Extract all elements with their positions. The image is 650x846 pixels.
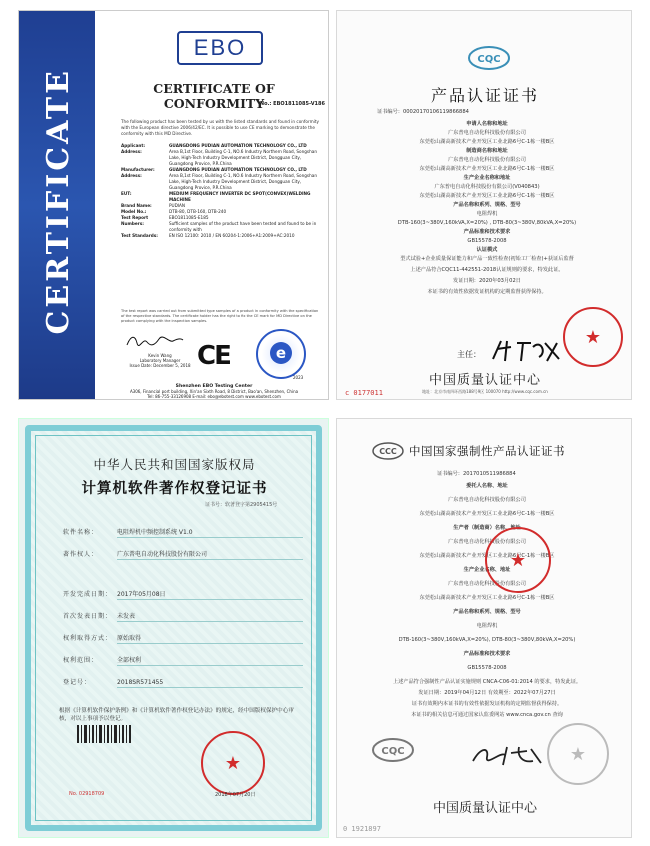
signer-name: Kevin Wang: [148, 353, 172, 358]
ccc-logo-icon: [371, 441, 405, 461]
field-label: Applicant:: [121, 143, 146, 148]
director-label: 主任：: [457, 350, 481, 359]
copyright-field-row: [63, 613, 303, 622]
cqc-line: 发证日期：2020年03月02日: [453, 278, 521, 284]
ccc-line: 证书有效期内本证书的有效性依据发证机构的定期监督获得保持。: [411, 701, 563, 707]
copyright-seal-icon: ★: [201, 731, 265, 795]
ccc-line: 广东普电自动化科技股份有限公司: [448, 539, 526, 545]
field-label: Test Standards:: [121, 233, 158, 238]
ccc-certificate: [336, 418, 632, 838]
cqc-serial: c 0177011: [345, 389, 383, 397]
copyright-field-row: [63, 529, 303, 538]
cqc-center-address: 地址：北京市南四环西路188号9区 100070 http://www.cqc.com.cn: [422, 389, 548, 394]
issue-date: Issue Date: December 5, 2018: [129, 363, 191, 368]
ccc-line: 电阻焊机: [476, 623, 498, 629]
cqc-line: 认证模式: [476, 247, 498, 253]
certificate-intro: The following product has been tested by us with the listed standards and found in conformity with the European directive 2006/42/EC. It is possible to use CE marking to demonstrate the conformity with this MD Directive.: [121, 119, 319, 136]
ccc-cert-number: 证书编号：2017010511986884: [437, 471, 516, 477]
testing-center-name: Shenzhen EBO Testing Center: [175, 384, 253, 389]
ccc-line: DTB-160(3~380V,160kVA,X=20%), DTB-80(3~380V,80kVA,X=20%): [398, 637, 576, 643]
cqc-line: 制造商名称和地址: [466, 148, 508, 154]
certificate-title: CERTIFICATE OF CONFORMITY: [153, 81, 275, 111]
copyright-field-row: [63, 551, 303, 560]
ce-certificate: [18, 10, 329, 400]
cqc-title: 产品认证证书: [430, 86, 539, 105]
field-label: Manufacturer:: [121, 167, 155, 172]
cqc-line: 东莞松山湖高新技术产业开发区工业北路6号C-1栋一楼B区: [419, 139, 555, 145]
ccc-line: 产品标准和技术要求: [463, 651, 511, 657]
testing-center-block: [103, 383, 325, 399]
cqc-line: 上述产品符合CQC11-442551-2018认证规则的要求，特发此证。: [410, 267, 564, 273]
field-value: PUDIAN: [169, 203, 186, 208]
field-value: EN ISO 12100: 2010 / EN 60204-1:2006+A1:2009+AC:2010: [169, 233, 295, 238]
certificate-field-row: [121, 191, 321, 203]
ccc-serial: 0 1921897: [343, 825, 381, 833]
cqc-cert-number: 证书编号：00020170106119866884: [377, 109, 469, 115]
field-value: 2018SR571455: [117, 679, 303, 688]
cqc-line: 东莞松山湖高新技术产业开发区工业北路6号C-1栋一楼B区: [419, 166, 555, 172]
svg-text:CCC: CCC: [379, 447, 397, 456]
field-value: 广东普电自动化科技股份有限公司: [117, 551, 303, 560]
copyright-field-row: [63, 635, 303, 644]
director-signature-image: [487, 337, 567, 365]
field-value: 未发表: [117, 613, 303, 622]
ccc-line: GB15578-2008: [467, 665, 507, 671]
ccc-line: 上述产品符合强制性产品认证实施规则 CNCA-C06-01:2014 的要求，特发此证。: [392, 679, 582, 685]
ccc-line: 生产企业名称、地址: [463, 567, 511, 573]
field-label: 软件名称：: [63, 529, 99, 536]
ebo-logo: EBO: [177, 31, 263, 65]
field-label: Brand Name:: [121, 203, 152, 208]
field-value: 电阻焊机中频控制系统 V1.0: [117, 529, 303, 538]
cqc-line: 型式试验+企业质量保证能力和产品一致性检查(初始工厂检查)+获证后监督: [400, 256, 574, 262]
ccc-cqc-logo-icon: [371, 737, 415, 763]
field-label: [121, 221, 169, 233]
field-label: 著作权人：: [63, 551, 99, 558]
cqc-line: 申请人名称和地址: [466, 121, 508, 127]
certificate-field-row: [121, 173, 321, 191]
software-copyright-certificate: [18, 418, 329, 838]
cqc-line: 广东普电自动化科技股份有限公司(V040843): [434, 184, 540, 190]
copyright-serial: No. 02918709: [69, 791, 105, 797]
testing-center-address: A306, Financial port building, Xin'an Sixth Road, 8 District, Bao'an, Shenzhen, China: [129, 389, 299, 394]
copyright-field-row: [63, 679, 303, 688]
certificate-field-row: [121, 233, 321, 239]
cqc-line: 产品标准和技术要求: [463, 229, 511, 235]
field-label: Model No.:: [121, 209, 147, 214]
cqc-center-name: 中国质量认证中心: [428, 373, 541, 388]
field-label: 权利取得方式：: [63, 635, 113, 642]
barcode-icon: [77, 725, 131, 743]
signer-title: Laboratory Manager: [139, 358, 181, 363]
ce-mark-icon: CE: [197, 341, 230, 371]
ccc-line: 广东普电自动化科技股份有限公司: [448, 497, 526, 503]
cqc-line: 电阻焊机: [476, 211, 498, 217]
ccc-line: 本证书的相关信息可通过国家认监委网站 www.cnca.gov.cn 查询: [411, 712, 563, 718]
field-value: Area B,1st Floor, Building C-1, NO.6 Industry Northern Road, Songshan Lake, High-Tech Industry Development District, Dongguan City, Guangdong Provice, P.R.China: [169, 173, 317, 190]
field-label: 开发完成日期：: [63, 591, 113, 598]
field-label: EUT:: [121, 191, 132, 196]
copyright-title: 计算机软件著作权登记证书: [81, 481, 268, 497]
certificate-band-text: CERTIFICATE: [40, 67, 76, 335]
cqc-line: GB15578-2008: [467, 238, 507, 244]
ccc-title: 中国国家强制性产品认证证书: [409, 444, 565, 458]
ccc-line: 生产者（制造商）名称、地址: [453, 525, 521, 531]
ccc-line: 东莞松山湖高新技术产业开发区工业北路6号C-1栋一楼B区: [419, 553, 555, 559]
svg-text:CQC: CQC: [477, 54, 501, 65]
copyright-issuer: 中华人民共和国国家版权局: [93, 457, 256, 472]
blue-seal-icon: e: [256, 329, 306, 379]
field-label: 登记号：: [63, 679, 92, 686]
field-value: 原始取得: [117, 635, 303, 644]
ccc-line: 产品名称和系列、规格、型号: [453, 609, 521, 615]
field-label: 权利范围：: [63, 657, 99, 664]
ccc-line: 东莞松山湖高新技术产业开发区工业北路6号C-1栋一楼B区: [419, 511, 555, 517]
signature-image: [125, 333, 185, 349]
field-label: 首次发表日期：: [63, 613, 113, 620]
cqc-line: 生产企业名称和地址: [463, 175, 511, 181]
cqc-line: 东莞松山湖高新技术产业开发区工业北路6号C-1栋一楼B区: [419, 193, 555, 199]
field-value: EBO1811085-E185: [169, 215, 209, 220]
cqc-certificate: [336, 10, 632, 400]
copyright-statement: 根据《计算机软件保护条例》和《计算机软件著作权登记办法》的规定，经中国版权保护中心审核，对以上事项予以登记。: [59, 708, 294, 722]
certificate-field-row: [121, 149, 321, 167]
ccc-grey-seal-icon: ★: [547, 723, 609, 785]
field-value: DTB-80, DTB-160, DTB-240: [169, 209, 227, 214]
copyright-field-row: [63, 657, 303, 666]
testing-center-contact: Tel: 86-755-33126908 E-mail: ebo@ebotest.com www.ebotest.com: [147, 394, 281, 399]
ccc-line: 广东普电自动化科技股份有限公司: [448, 581, 526, 587]
cqc-line: 产品名称和系列、规格、型号: [453, 202, 521, 208]
field-label: Address:: [121, 149, 142, 154]
field-value: 全部权利: [117, 657, 303, 666]
field-label: Address:: [121, 173, 142, 178]
field-value: Area B,1st Floor, Building C-1, NO.6 Industry Northern Road, Songshan Lake, High-Tech Industry Development District, Dongguan City, Guangdong Provice, P.R.China: [169, 149, 317, 166]
red-seal-icon: ★: [563, 307, 623, 367]
copyright-cert-number: 证书号：软著登字第2905415号: [205, 502, 278, 508]
cqc-logo-icon: [467, 45, 511, 71]
certificate-field-row: [121, 221, 321, 233]
cqc-line: DTB-160(3~380V,160kVA,X=20%) , DTB-80(3~380V,80kVA,X=20%): [397, 220, 577, 226]
field-value: Sufficient samples of the product have been tested and found to be in conformity with: [169, 221, 317, 232]
ccc-center-name: 中国质量认证中心: [432, 801, 537, 816]
field-label: Test Report Numbers:: [121, 215, 149, 226]
signer-block: [125, 353, 195, 368]
field-value: GUANGDONG PUDIAN AUTOMATION TECHNOLOGY CO., LTD: [169, 167, 307, 172]
copyright-date: 2018年07月20日: [215, 792, 256, 798]
copyright-field-row: [63, 591, 303, 600]
certificate-footnote: The test report was carried out from submitted type samples of a product in conformity with the specification of the respective standards. The certificate holder has the right to fix the CE mark for MD Directive on the product complying with the inspection samples.: [121, 309, 319, 323]
field-value: 2017年05月08日: [117, 591, 303, 600]
cqc-line: 广东普电自动化科技股份有限公司: [448, 157, 526, 163]
ccc-line: 发证日期：2019年04月12日 有效期至：2022年07月27日: [418, 690, 556, 696]
ccc-line: 委托人名称、地址: [466, 483, 508, 489]
field-value: MEDIUM FREQUENCY INVERTER DC SPOT(CONVEX)WELDING MACHINE: [169, 191, 311, 202]
seal-date: 2023: [293, 375, 304, 380]
ccc-line: 东莞松山湖高新技术产业开发区工业北路6号C-1栋一楼B区: [419, 595, 555, 601]
ccc-signature-image: [467, 743, 547, 767]
certificate-number: No.: EBO1811085-V186: [259, 101, 325, 107]
cqc-line: 本证书的有效性依据发证机构的定期监督获得保持。: [427, 289, 547, 295]
field-value: GUANGDONG PUDIAN AUTOMATION TECHNOLOGY CO., LTD: [169, 143, 307, 148]
ccc-red-seal-icon: ★: [485, 527, 551, 593]
svg-text:CQC: CQC: [381, 746, 405, 757]
cqc-line: 广东普电自动化科技股份有限公司: [448, 130, 526, 136]
